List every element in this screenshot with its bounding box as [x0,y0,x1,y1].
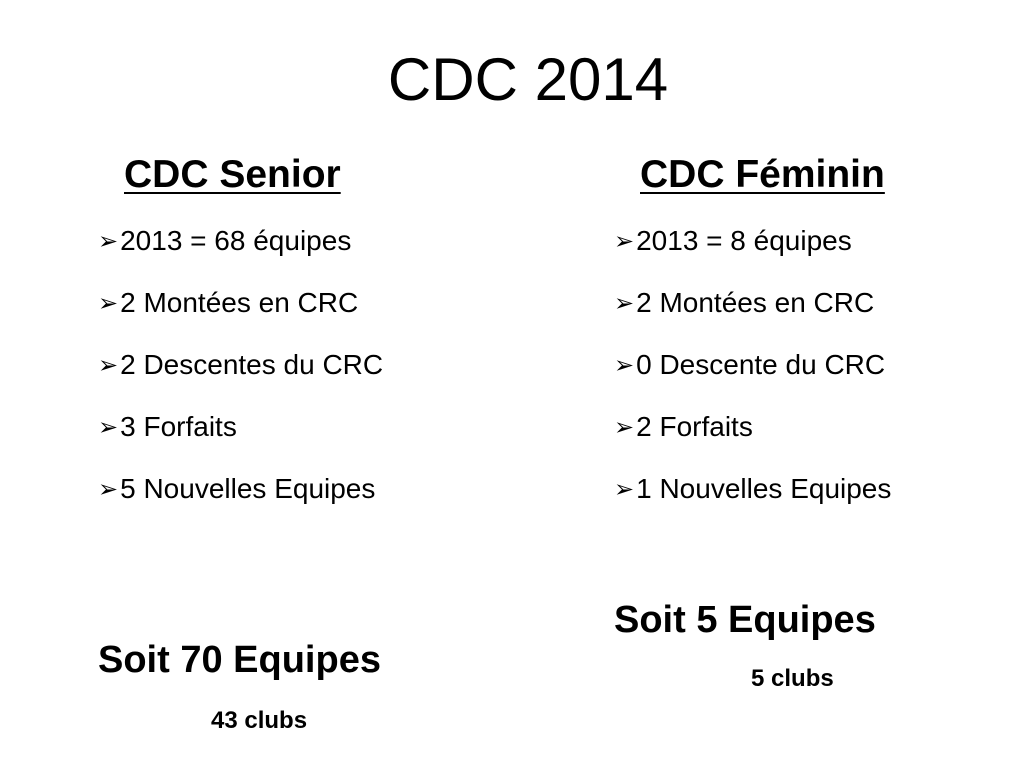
list-item-text: 3 Forfaits [120,411,237,442]
list-item-text: 2013 = 68 équipes [120,225,352,256]
senior-summary: Soit 70 Equipes [98,639,381,681]
list-item-text: 2 Montées en CRC [120,287,359,318]
list-item-text: 0 Descente du CRC [636,349,886,380]
arrow-bullet-icon: ➢ [614,352,635,379]
senior-heading: CDC Senior [124,153,341,196]
list-item-text: 5 Nouvelles Equipes [120,473,376,504]
arrow-bullet-icon: ➢ [98,476,119,503]
list-item-text: 1 Nouvelles Equipes [636,473,892,504]
list-item-text: 2 Forfaits [636,411,753,442]
list-item [614,344,964,386]
list-item [98,406,443,448]
list-item [98,468,443,510]
list-item [614,220,964,262]
feminin-clubs-count: 5 clubs [751,665,834,692]
list-item-text: 2 Montées en CRC [636,287,875,318]
arrow-bullet-icon: ➢ [614,414,635,441]
feminin-bullet-list [614,220,964,530]
arrow-bullet-icon: ➢ [614,228,635,255]
arrow-bullet-icon: ➢ [98,352,119,379]
arrow-bullet-icon: ➢ [614,476,635,503]
list-item [614,282,964,324]
arrow-bullet-icon: ➢ [614,290,635,317]
list-item [98,220,443,262]
slide-title: CDC 2014 [387,46,669,113]
feminin-heading: CDC Féminin [640,153,885,196]
list-item [98,344,443,386]
arrow-bullet-icon: ➢ [98,414,119,441]
arrow-bullet-icon: ➢ [98,228,119,255]
list-item [98,282,443,324]
list-item-text: 2 Descentes du CRC [120,349,384,380]
list-item-text: 2013 = 8 équipes [636,225,852,256]
senior-clubs-count: 43 clubs [211,707,308,734]
list-item [614,406,964,448]
arrow-bullet-icon: ➢ [98,290,119,317]
senior-bullet-list [98,220,443,530]
list-item [614,468,964,510]
feminin-summary: Soit 5 Equipes [614,599,876,641]
